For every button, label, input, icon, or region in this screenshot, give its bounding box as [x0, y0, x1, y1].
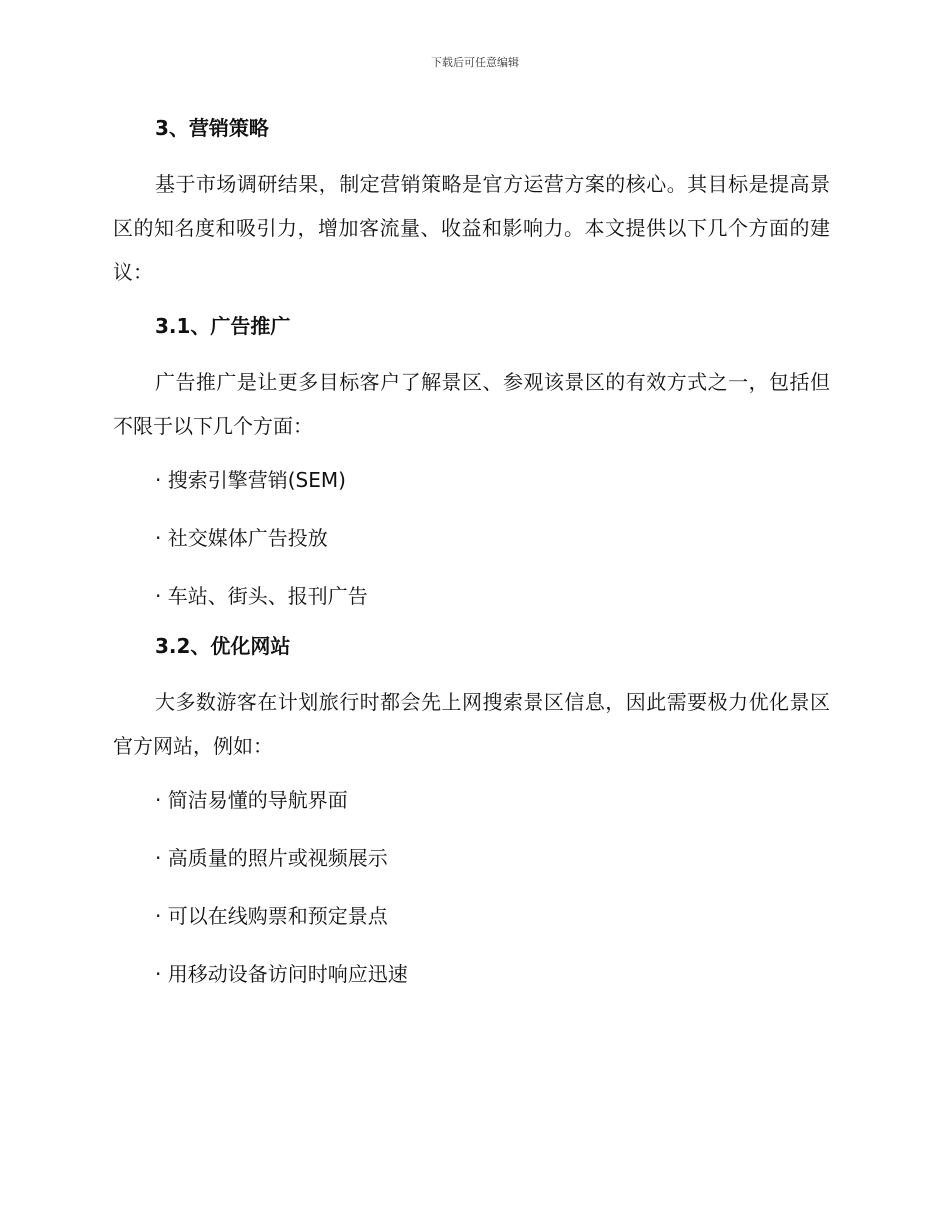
section-heading-3-2: 3.2、优化网站: [155, 634, 291, 658]
list-item: · 可以在线购票和预定景点: [155, 904, 388, 928]
section-heading-3: 3、营销策略: [155, 116, 269, 140]
header-note: 下载后可任意编辑: [431, 56, 519, 69]
section-heading-3-1: 3.1、广告推广: [155, 314, 291, 338]
list-item: · 搜索引擎营销(SEM): [155, 468, 346, 492]
list-item: · 简洁易懂的导航界面: [155, 788, 348, 812]
section-paragraph-3: 基于市场调研结果，制定营销策略是官方运营方案的核心。其目标是提高景区的知名度和吸引力，增加客流量、收益和影响力。本文提供以下几个方面的建议：: [113, 172, 830, 284]
document-content: [113, 110, 830, 992]
list-item: · 车站、街头、报刊广告: [155, 584, 368, 608]
section-paragraph-3-1: 广告推广是让更多目标客户了解景区、参观该景区的有效方式之一，包括但不限于以下几个方面：: [113, 370, 830, 438]
list-item: · 高质量的照片或视频展示: [155, 846, 388, 870]
section-paragraph-3-2: 大多数游客在计划旅行时都会先上网搜索景区信息，因此需要极力优化景区官方网站，例如：: [113, 690, 830, 758]
list-item: · 社交媒体广告投放: [155, 526, 328, 550]
list-item: · 用移动设备访问时响应迅速: [155, 962, 408, 986]
